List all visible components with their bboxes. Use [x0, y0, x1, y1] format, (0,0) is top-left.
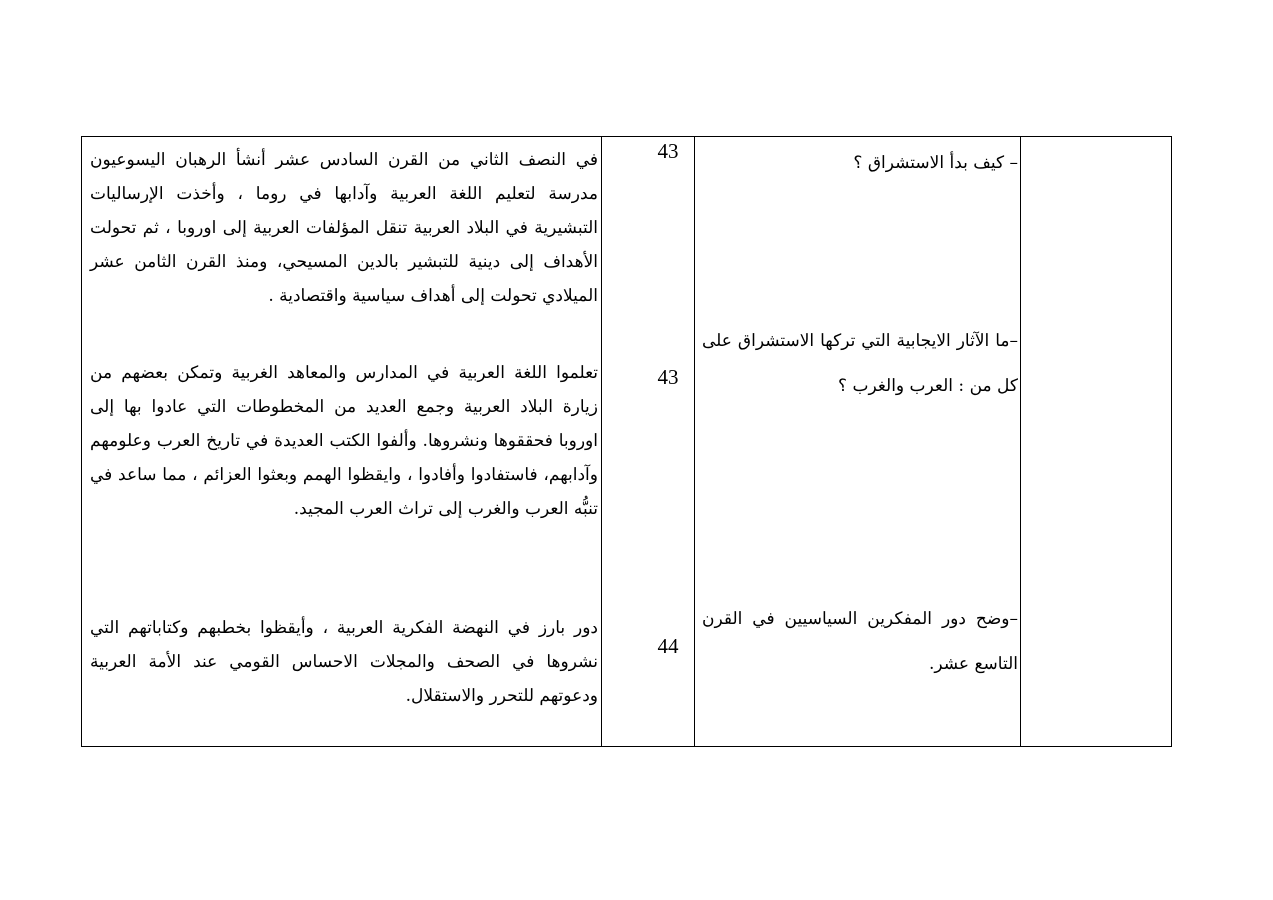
column-divider: [1020, 137, 1021, 746]
column-divider: [601, 137, 602, 746]
qa-table: [81, 136, 1172, 747]
question-1: – كيف بدأ الاستشراق ؟: [853, 153, 1018, 173]
answer-3: دور بارز في النهضة الفكرية العربية ، وأيقظوا بخطبهم وكتاباتهم التي نشروها في الصحف والمجلات الاحساس القومي عند الأمة العربية ودعوتهم للتحرر والاستقلال.: [90, 618, 598, 706]
page-number-1: 43: [657, 139, 679, 163]
answer-1: في النصف الثاني من القرن السادس عشر أنشأ الرهبان اليسوعيون مدرسة لتعليم اللغة العربية وآدابها في روما ، وأخذت الإرساليات التبشيرية في البلاد العربية تنقل المؤلفات العربية إلى اوروبا ، ثم تحولت الأهداف إلى دينية للتبشير بالدين المسيحي، ومنذ القرن الثامن عشر الميلادي تحولت إلى أهداف سياسية واقتصادية .: [90, 150, 598, 306]
answer-2: تعلموا اللغة العربية في المدارس والمعاهد الغربية وتمكن بعضهم من زيارة البلاد العربية وجمع العديد من المخطوطات التي عادوا بها إلى اوروبا فحققوها ونشروها. وألفوا الكتب العديدة في تاريخ العرب وعلومهم وآدابهم، فاستفادوا وأفادوا ، وايقظوا الهمم وبعثوا العزائم ، مما ساعد في تنبُّه العرب والغرب إلى تراث العرب المجيد.: [90, 363, 598, 519]
column-divider: [694, 137, 695, 746]
question-2: –ما الآثار الايجابية التي تركها الاستشراق على كل من : العرب والغرب ؟: [702, 331, 1018, 396]
page-number-3: 44: [657, 634, 679, 658]
question-3: –وضح دور المفكرين السياسيين في القرن التاسع عشر.: [702, 609, 1018, 674]
page-number-2: 43: [657, 365, 679, 389]
